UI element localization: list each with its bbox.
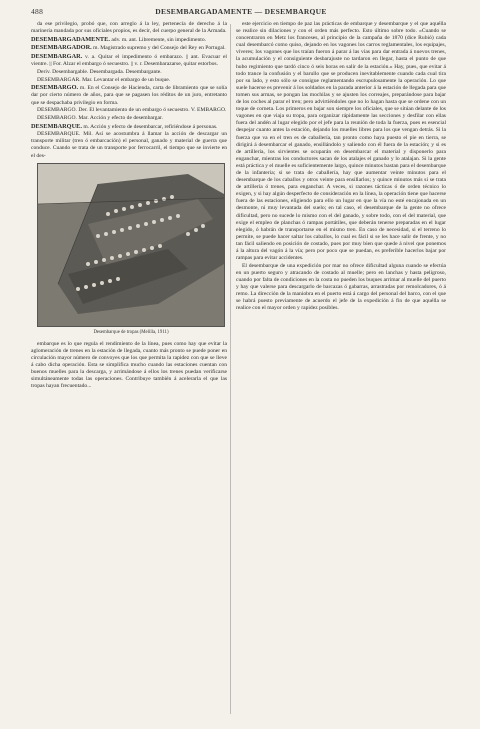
paragraph-text: v. a. Quitar el impedimento ó embarazo. || ant. Evacuar el vientre. || For. Alzar el embargo ó secuestro. || v. r. Desembarazarse, quitar estorbos. bbox=[31, 54, 227, 68]
paragraph-text: El desembarque de una expedición por mar no ofrece dificultad alguna cuando se efectúa en un puerto seguro y atracando de costado al muelle; pero en lanchas y hasta peligroso, cuando por falta de condiciones en la costa no pueden los buques arrimar al muelle del puerto y hay que valerse para descargarlo de barcazas ó gabarras, arrastradas por remolcadores, ó á remo. La dirección de la maniobra en el puerto está á cargo del personal del barco, con el que se habrá puesto previamente de acuerdo el jefe de la expedición á fin de que aquélla se realice con el mayor orden y rapidez posibles. bbox=[236, 262, 446, 312]
paragraph-text: da ese privilegio, probó que, con arreglo á la ley, pertenecía de derecho á la marinería mandada por sus oficiales propios, es decir, del cuerpo general de la Armada. bbox=[31, 21, 227, 35]
paragraph bbox=[236, 21, 446, 262]
paragraph bbox=[31, 53, 227, 68]
paragraph bbox=[31, 107, 227, 114]
paragraph bbox=[31, 131, 227, 159]
paragraph-text: DESEMBARQUE. Mil. Así se acostumbra á llamar la acción de descargar un transporte militar (tren ó embarcación) el personal, ganado y material de guerra que conduce. Cuando se trata de un transporte por ferrocarril, el tiempo que se invierte en el des- bbox=[31, 131, 227, 159]
paragraph-text: m. Acción y efecto de desembarcar, refiriéndose á personas. bbox=[83, 123, 218, 130]
headword: DESEMBARGO. bbox=[31, 84, 79, 92]
paragraph bbox=[31, 36, 227, 44]
paragraph-text: DESEMBARGO. Mar. Acción y efecto de desembargar. bbox=[37, 114, 163, 121]
paragraph-text: DESEMBARGO. Der. El levantamiento de un embargo ó secuestro. V. EMBARGO. bbox=[37, 107, 227, 114]
paragraph bbox=[31, 44, 227, 52]
paragraph-text: este ejercicio en tiempo de paz las prácticas de embarque y desembarque y el que aquélla se realice sin dilaciones y con el orden más perfecto. Esto último sobre todo. «Cuando se concentraron en Metz los franceses, al principio de la campaña de 1870 (dice Rubió) cada cual desembarcó como quiso, dejando en los vagones los carros reglamentales, los equipajes, víveres; los vagones que los traían fueron á parar á las vías para dar entrada á nuevos trenes, la acumulación y el consiguiente desbarajuste no tardaron en llegar, hasta el punto de que hubo regimiento que tardó cinco ó seis horas en salir de la estación.» Hay, pues, que evitar á todo trance la confusión y el barullo que se producen inevitablemente cuando cada cual tira por su lado, y esto sólo se consigue reglamentando escrupulosamente la operación. Lo que suele hacerse es prevenir á los soldados en la parada anterior á la estación de llegada para que tomen sus armas, se pongan las mochilas y se ajusten los correajes, preparándose para bajar de los coches al parar el tren; pero advirtiéndoles que no lo hagan hasta que se ordene con un toque de corneta. Los primeros en bajar son siempre los oficiales, que se sitúan delante de los vagones en que viaja su tropa, para organizar rápidamente las secciones y desfilar con ellas fuera del andén al lugar elegido por el jefe para la reunión de toda la fuerza, pues es esencial despejar cuanto antes la estación, dejando los muelles libres para los que vengan detrás. Si la fuerza que va en el tren es de caballería, tan pronto como haya puesto el pie en tierra, se dirigirá á desembarcar el ganado, ensillándolo y saliendo con él fuera de la estación; y si es de artillería, los sirvientes se ocuparán en desembarcar el material y disponerlo para enganchar, mientras los conductores sacan de los atalajes el ganado y lo atalajan. Si la gente está práctica y el muelle es suficientemente largo, quince minutos bastan para el desembarque de la infantería; si se trata de caballería, hay que aumentar veinte minutos para el desembarque de los caballos y otros veinte para ensillarlos; y quince minutos más si se trata de artillería ó trenes, para enganchar. A veces, si razones tácticas ó de orden técnico lo exigen, y si hay algún desperfecto de consideración en la línea, la operación tiene que hacerse fuera de las estaciones, eligiendo para ello un lugar en que la vía no esté encajonada en un desmonte, ni muy levantada del suelo; en tal caso, el desembarque de la gente no ofrece dificultad, pero no sucede lo mismo con el del ganado, y sobre todo, con el del material, que exige el empleo de planchas ó rampas portátiles, que deberán tenerse preparadas en el lugar elegido, ó habrán de transportarse en el mismo tren. En caso de necesidad, si el terreno lo permite, se puede hacer saltar los caballos, lo cual es fácil si se les hace salir de frente, y no tan fácil saliendo en posición de costado, pues por muy bien que quede á nivel que ponemos á la altura del vagón á la vía; pero por poco que se puedan, es preferible hacerlos bajar por rampas para evitar accidentes. bbox=[236, 21, 446, 262]
left-column-top-text bbox=[31, 21, 227, 160]
left-column-bottom-text bbox=[31, 341, 227, 391]
paragraph-text: Deriv. Desembargable. Desembargada. Desembargante. bbox=[37, 68, 162, 75]
paragraph bbox=[31, 69, 227, 76]
headword: DESEMBARGADAMENTE. bbox=[31, 35, 110, 43]
right-column-text bbox=[236, 21, 446, 312]
headword: DESEMBARGADOR. bbox=[31, 44, 92, 52]
page-number: 488 bbox=[31, 7, 44, 16]
paragraph-text: m. En el Consejo de Hacienda, carta de libramiento que se solía dar por cierto número de años, para que se pagasen los réditos de un juro, entretanto que se despachaba privilegio en forma. bbox=[31, 85, 227, 106]
paragraph bbox=[31, 21, 227, 35]
headword: DESEMBARQUE. bbox=[31, 122, 82, 130]
right-column bbox=[236, 21, 446, 721]
paragraph-text: m. Magistrado supremo y del Consejo del Rey en Portugal. bbox=[93, 45, 226, 52]
paragraph bbox=[31, 84, 227, 106]
page-header bbox=[31, 7, 451, 19]
paragraph-text: DESEMBARGAR. Mar. Levantar el embargo de un buque. bbox=[37, 76, 171, 83]
headword: DESEMBARGAR. bbox=[31, 53, 83, 61]
troop-landing-photo bbox=[37, 163, 225, 327]
photo-caption: Desembarque de tropas (Melilla, 1911) bbox=[93, 329, 169, 335]
paragraph bbox=[31, 123, 227, 131]
column-rule bbox=[230, 24, 231, 714]
paragraph bbox=[31, 341, 227, 391]
paragraph bbox=[236, 263, 446, 313]
paragraph-text: embarque es lo que regula el rendimiento de la línea, pues como hay que evitar la aglomeración de trenes en la estación de llegada, cuanto más pronto se puede poner en circulación mayor número de convoyes que los que permita la rapidez con que se lleve á cabo dicha operación. Esta se simplifica mucho cuando las estaciones cuentan con buenos muelles para la descarga, y arrimándose á ellos los trenes puedan verificarse simultáneamente todas las operaciones. Contribuye también á acelerarla el que las tropas hayan frecuentado... bbox=[31, 340, 227, 390]
figure bbox=[37, 163, 225, 338]
paragraph bbox=[31, 77, 227, 84]
paragraph bbox=[31, 115, 227, 122]
left-column bbox=[31, 21, 227, 721]
paragraph-text: adv. m. ant. Libremente, sin impedimento. bbox=[111, 36, 207, 43]
running-title: DESEMBARGADAMENTE — DESEMBARQUE bbox=[155, 7, 327, 16]
